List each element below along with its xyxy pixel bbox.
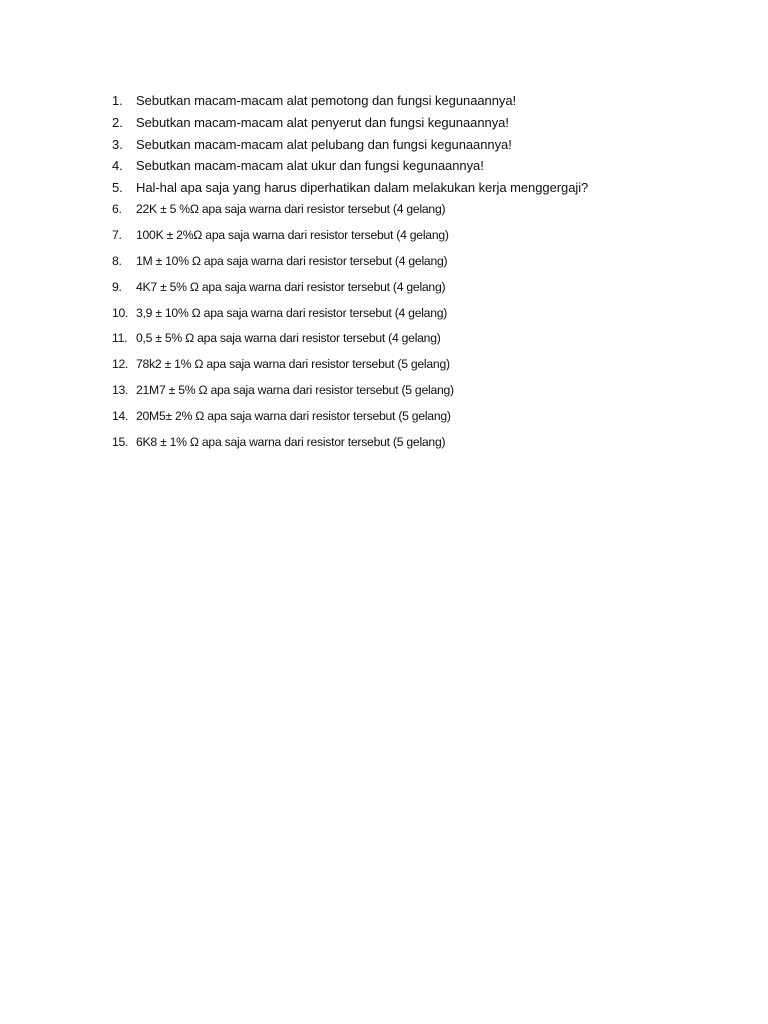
question-number: 4. [112, 158, 123, 174]
list-item [112, 306, 712, 332]
list-item [112, 180, 712, 202]
question-text: 6K8 ± 1% Ω apa saja warna dari resistor tersebut (5 gelang) [136, 435, 446, 449]
list-item [112, 254, 712, 280]
list-item [112, 280, 712, 306]
question-text: Sebutkan macam-macam alat penyerut dan fungsi kegunaannya! [136, 114, 509, 130]
question-list [112, 93, 712, 461]
question-number: 1. [112, 93, 123, 108]
question-number: 2. [112, 114, 123, 130]
list-item [112, 202, 712, 228]
question-text: 3,9 ± 10% Ω apa saja warna dari resistor tersebut (4 gelang) [136, 305, 448, 320]
question-number: 13. [112, 383, 129, 398]
list-item [112, 383, 712, 409]
list-item [112, 137, 712, 159]
question-number: 6. [112, 201, 122, 216]
question-number: 11. [112, 331, 128, 346]
question-text: 0,5 ± 5% Ω apa saja warna dari resistor tersebut (4 gelang) [136, 331, 441, 346]
question-text: 20M5± 2% Ω apa saja warna dari resistor tersebut (5 gelang) [136, 409, 451, 424]
list-item [112, 357, 712, 383]
question-number: 15. [112, 435, 129, 449]
list-item [112, 228, 712, 254]
question-text: 4K7 ± 5% Ω apa saja warna dari resistor tersebut (4 gelang) [136, 279, 446, 294]
question-number: 9. [112, 279, 122, 294]
question-text: 78k2 ± 1% Ω apa saja warna dari resistor tersebut (5 gelang) [136, 357, 450, 372]
list-item [112, 115, 712, 137]
question-text: Sebutkan macam-macam alat ukur dan fungsi kegunaannya! [136, 158, 484, 174]
question-text: 100K ± 2%Ω apa saja warna dari resistor tersebut (4 gelang) [136, 227, 449, 242]
question-text: Sebutkan macam-macam alat pemotong dan fungsi kegunaannya! [136, 93, 517, 108]
question-number: 3. [112, 136, 123, 152]
list-item [112, 331, 712, 357]
list-item [112, 435, 712, 461]
question-number: 12. [112, 357, 129, 372]
question-text: Sebutkan macam-macam alat pelubang dan fungsi kegunaannya! [136, 136, 512, 152]
question-number: 14. [112, 409, 129, 424]
question-number: 7. [112, 227, 122, 242]
question-number: 8. [112, 253, 122, 268]
question-text: 1M ± 10% Ω apa saja warna dari resistor tersebut (4 gelang) [136, 253, 448, 268]
question-text: 22K ± 5 %Ω apa saja warna dari resistor tersebut (4 gelang) [136, 201, 446, 216]
question-text: Hal-hal apa saja yang harus diperhatikan dalam melakukan kerja menggergaji? [136, 180, 589, 196]
question-text: 21M7 ± 5% Ω apa saja warna dari resistor tersebut (5 gelang) [136, 383, 454, 398]
question-number: 5. [112, 180, 123, 196]
list-item [112, 158, 712, 180]
question-number: 10. [112, 305, 129, 320]
list-item [112, 409, 712, 435]
list-item [112, 93, 712, 115]
